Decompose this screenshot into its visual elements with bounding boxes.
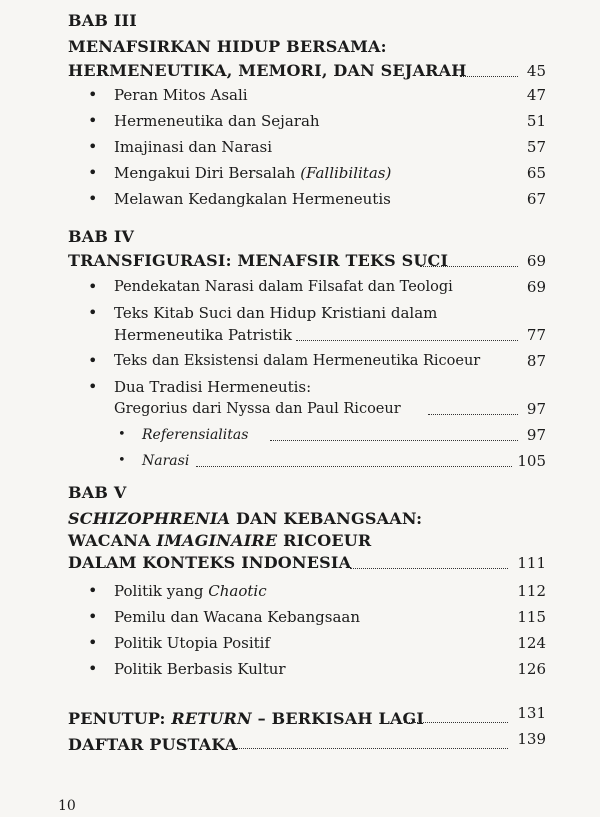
toc-subentry: • Narasi 105 <box>118 452 546 470</box>
page-ref: 67 <box>526 190 546 208</box>
page-ref: 112 <box>517 582 546 600</box>
chapter-title: WACANA IMAGINAIRE RICOEUR <box>68 531 372 550</box>
chapter-title-entry: DALAM KONTEKS INDONESIA 111 <box>68 553 546 572</box>
chapter-label: BAB III <box>68 11 137 30</box>
bullet-icon: • <box>88 351 98 370</box>
toc-entry: • Dua Tradisi Hermeneutis: <box>88 377 312 396</box>
bullet-icon: • <box>88 581 98 600</box>
toc-entry: • Hermeneutika dan Sejarah 51 <box>88 111 546 130</box>
toc-entry: • Politik yang Chaotic 112 <box>88 581 546 600</box>
page-ref: 57 <box>526 138 546 156</box>
page-ref: 87 <box>526 352 546 370</box>
page-ref: 51 <box>526 112 546 130</box>
toc-entry: • Teks Kitab Suci dan Hidup Kristiani dalam <box>88 303 438 322</box>
page-ref: 69 <box>526 252 546 270</box>
page-ref: 69 <box>526 278 546 296</box>
bullet-icon: • <box>88 377 98 396</box>
toc-entry: • Teks dan Eksistensi dalam Hermeneutika Ricoeur 87 <box>88 351 546 370</box>
bullet-icon: • <box>88 277 98 296</box>
bullet-icon: • <box>88 659 98 678</box>
page-ref: 139 <box>517 730 546 748</box>
dot-leader <box>420 265 518 267</box>
chapter-title: SCHIZOPHRENIA DAN KEBANGSAAN: <box>68 509 423 528</box>
page-number: 10 <box>58 798 76 814</box>
dot-leader <box>296 339 518 341</box>
toc-entry: • Peran Mitos Asali 47 <box>88 85 546 104</box>
bullet-icon: • <box>88 137 98 156</box>
bullet-icon: • <box>118 453 126 468</box>
toc-entry-continued: Gregorius dari Nyssa dan Paul Ricoeur 97 <box>114 400 546 418</box>
toc-entry: • Mengakui Diri Bersalah (Fallibilitas) 65 <box>88 163 546 182</box>
toc-entry: • Pemilu dan Wacana Kebangsaan 115 <box>88 607 546 626</box>
dot-leader <box>404 721 508 723</box>
bullet-icon: • <box>88 607 98 626</box>
page-ref: 131 <box>517 704 546 722</box>
dot-leader <box>428 413 518 415</box>
dot-leader <box>196 465 512 467</box>
bullet-icon: • <box>88 85 98 104</box>
bullet-icon: • <box>88 111 98 130</box>
chapter-title-entry: DAFTAR PUSTAKA 139 <box>68 730 546 754</box>
dot-leader <box>350 567 508 569</box>
chapter-label: BAB IV <box>68 227 135 246</box>
bullet-icon: • <box>88 633 98 652</box>
toc-entry-continued: Hermeneutika Patristik 77 <box>114 326 546 344</box>
bullet-icon: • <box>88 303 98 322</box>
page-ref: 97 <box>526 400 546 418</box>
bullet-icon: • <box>118 427 126 442</box>
page-ref: 124 <box>517 634 546 652</box>
page-ref: 115 <box>517 608 546 626</box>
page-ref: 47 <box>526 86 546 104</box>
toc-entry: • Pendekatan Narasi dalam Filsafat dan Teologi 69 <box>88 277 546 296</box>
toc-entry: • Politik Utopia Positif 124 <box>88 633 546 652</box>
dot-leader <box>460 75 518 77</box>
chapter-title-entry: TRANSFIGURASI: MENAFSIR TEKS SUCI 69 <box>68 251 546 270</box>
page-ref: 45 <box>526 62 546 80</box>
toc-entry: • Politik Berbasis Kultur 126 <box>88 659 546 678</box>
dot-leader <box>236 747 508 749</box>
bullet-icon: • <box>88 163 98 182</box>
chapter-title-entry: PENUTUP: RETURN – BERKISAH LAGI 131 <box>68 704 546 728</box>
chapter-title-entry: HERMENEUTIKA, MEMORI, DAN SEJARAH 45 <box>68 61 546 80</box>
chapter-label: BAB V <box>68 483 127 502</box>
page-ref: 126 <box>517 660 546 678</box>
page-ref: 77 <box>526 326 546 344</box>
page-ref: 65 <box>526 164 546 182</box>
page-ref: 97 <box>526 426 546 444</box>
chapter-title: MENAFSIRKAN HIDUP BERSAMA: <box>68 37 387 56</box>
dot-leader <box>270 439 518 441</box>
toc-entry: • Imajinasi dan Narasi 57 <box>88 137 546 156</box>
page-ref: 111 <box>517 554 546 572</box>
toc-entry: • Melawan Kedangkalan Hermeneutis 67 <box>88 189 546 208</box>
toc-subentry: • Referensialitas 97 <box>118 426 546 444</box>
bullet-icon: • <box>88 189 98 208</box>
page-ref: 105 <box>517 452 546 470</box>
